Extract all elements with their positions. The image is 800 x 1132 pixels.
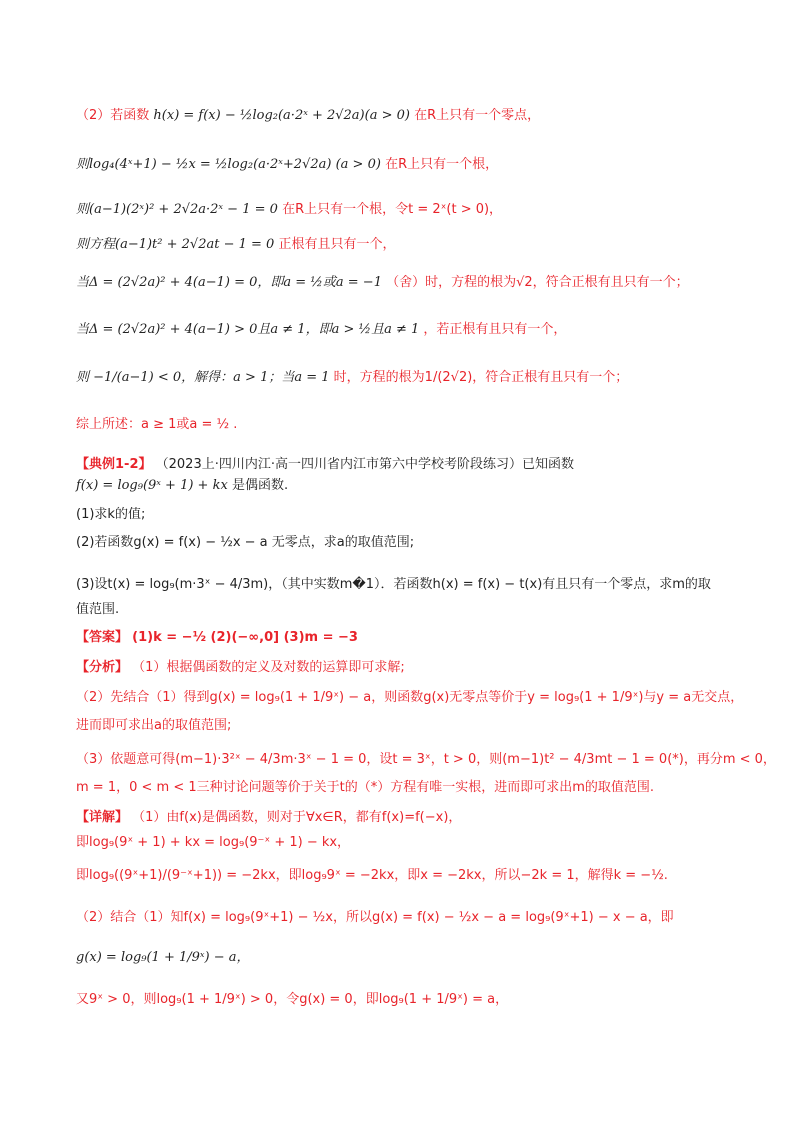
line-6-math: 则 −1/(a−1) < 0，解得：a > 1；当a = 1 <box>76 370 330 385</box>
line-3-text: 正根有且只有一个， <box>278 237 396 252</box>
question-1 <box>76 505 740 525</box>
line-5-math: 当Δ = (2√2a)² + 4(a−1) > 0且a ≠ 1，即a > ½且a ≠ 1 <box>76 322 420 337</box>
detail-l4: （2）结合（1）知f(x) = log₉(9ˣ+1) − ½x，所以g(x) = f(x) − ½x − a = log₉(9ˣ+1) − x − a，即 <box>76 910 674 925</box>
part2-line <box>76 106 740 126</box>
analysis-p2b: 进而即可求出a的取值范围; <box>76 718 232 733</box>
question-2 <box>76 533 740 553</box>
detail-l3: 即log₉((9ˣ+1)/(9⁻ˣ+1)) = −2kx，即log₉9ˣ = −2kx，即x = −2kx，所以−2k = 1，解得k = −½. <box>76 868 668 883</box>
analysis-line-5 <box>76 778 740 798</box>
line-7-math: 综上所述：a ≥ 1或a = ½ <box>76 417 230 432</box>
analysis-p2a: （2）先结合（1）得到g(x) = log₉(1 + 1/9ˣ) − a，则函数g(x)无零点等价于y = log₉(1 + 1/9ˣ)与y = a无交点， <box>76 690 744 705</box>
question-1-text: (1)求k的值; <box>76 507 146 522</box>
analysis-line-2 <box>76 688 744 708</box>
detail-line-2 <box>76 833 740 853</box>
question-2-text: (2)若函数g(x) = f(x) − ½x − a 无零点，求a的取值范围; <box>76 535 415 550</box>
line-5-text: ，若正根有且只有一个， <box>423 322 567 337</box>
line-1-math: 则log₄(4ˣ+1) − ½x = ½log₂(a·2ˣ+2√2a) (a > 0) <box>76 157 381 172</box>
analysis-line-4 <box>76 750 776 770</box>
solution-line-4 <box>76 273 740 293</box>
detail-line-1 <box>76 808 740 828</box>
line-2-math: 则(a−1)(2ˣ)² + 2√2a·2ˣ − 1 = 0 <box>76 202 278 217</box>
part2-suffix: 在R上只有一个零点， <box>414 108 541 123</box>
example-func-line <box>76 476 740 496</box>
question-3b-text: 值范围. <box>76 602 120 617</box>
solution-line-6 <box>76 368 740 388</box>
question-3b <box>76 600 740 620</box>
line-4-text: （舍）时，方程的根为√2，符合正根有且只有一个； <box>386 275 689 290</box>
detail-l1: （1）由f(x)是偶函数，则对于∀x∈R，都有f(x)=f(−x)， <box>132 810 462 825</box>
detail-line-4 <box>76 908 740 928</box>
part2-label: （2）若函数 <box>76 108 150 123</box>
detail-l5: g(x) = log₉(1 + 1/9ˣ) − a， <box>76 950 250 965</box>
analysis-label: 【分析】 <box>76 660 129 675</box>
example-header <box>76 455 740 475</box>
detail-line-6 <box>76 990 740 1010</box>
line-3-math: 则方程(a−1)t² + 2√2at − 1 = 0 <box>76 237 275 252</box>
answer-line <box>76 628 740 648</box>
example-func-suffix: 是偶函数. <box>231 478 289 493</box>
solution-line-7 <box>76 415 740 435</box>
example-func: f(x) = log₉(9ˣ + 1) + kx <box>76 478 228 493</box>
answer-label: 【答案】 <box>76 630 129 645</box>
question-3a-text: (3)设t(x) = log₉(m·3ˣ − 4/3m)，（其中实数m�1）．若函数h(x) = f(x) − t(x)有且只有一个零点，求m的取 <box>76 577 711 592</box>
example-source: （2023上·四川内江·高一四川省内江市第六中学校考阶段练习）已知函数 <box>155 457 574 472</box>
analysis-line-1 <box>76 658 740 678</box>
analysis-p3b: m = 1，0 < m < 1三种讨论问题等价于关于t的（*）方程有唯一实根，进而即可求出m的取值范围. <box>76 780 655 795</box>
detail-label: 【详解】 <box>76 810 129 825</box>
answer-text: (1)k = −½ (2)(−∞,0] (3)m = −3 <box>132 630 358 645</box>
detail-line-3 <box>76 866 740 886</box>
line-4-math: 当Δ = (2√2a)² + 4(a−1) = 0，即a = ½或a = −1 <box>76 275 382 290</box>
analysis-line-3 <box>76 716 740 736</box>
detail-line-5 <box>76 948 740 968</box>
line-6-text: 时，方程的根为1/(2√2)，符合正根有且只有一个； <box>333 370 629 385</box>
detail-l6: 又9ˣ > 0，则log₉(1 + 1/9ˣ) > 0，令g(x) = 0，即log₉(1 + 1/9ˣ) = a， <box>76 992 509 1007</box>
example-label: 【典例1-2】 <box>76 457 152 472</box>
line-7-text: . <box>233 417 238 432</box>
question-3a <box>76 575 740 595</box>
line-1-text: 在R上只有一个根， <box>385 157 499 172</box>
solution-line-3 <box>76 235 740 255</box>
detail-l2: 即log₉(9ˣ + 1) + kx = log₉(9⁻ˣ + 1) − kx， <box>76 835 351 850</box>
solution-line-1 <box>76 155 740 175</box>
line-2-text: 在R上只有一个根，令t = 2ˣ(t > 0)， <box>282 202 503 217</box>
analysis-p1: （1）根据偶函数的定义及对数的运算即可求解; <box>132 660 405 675</box>
part2-func: h(x) = f(x) − ½log₂(a·2ˣ + 2√2a)(a > 0) <box>153 108 410 123</box>
solution-line-5 <box>76 320 740 340</box>
analysis-p3a: （3）依题意可得(m−1)·3²ˣ − 4/3m·3ˣ − 1 = 0，设t = 3ˣ，t > 0，则(m−1)t² − 4/3mt − 1 = 0(*)，再分m < 0， <box>76 752 776 767</box>
solution-line-2 <box>76 200 740 220</box>
